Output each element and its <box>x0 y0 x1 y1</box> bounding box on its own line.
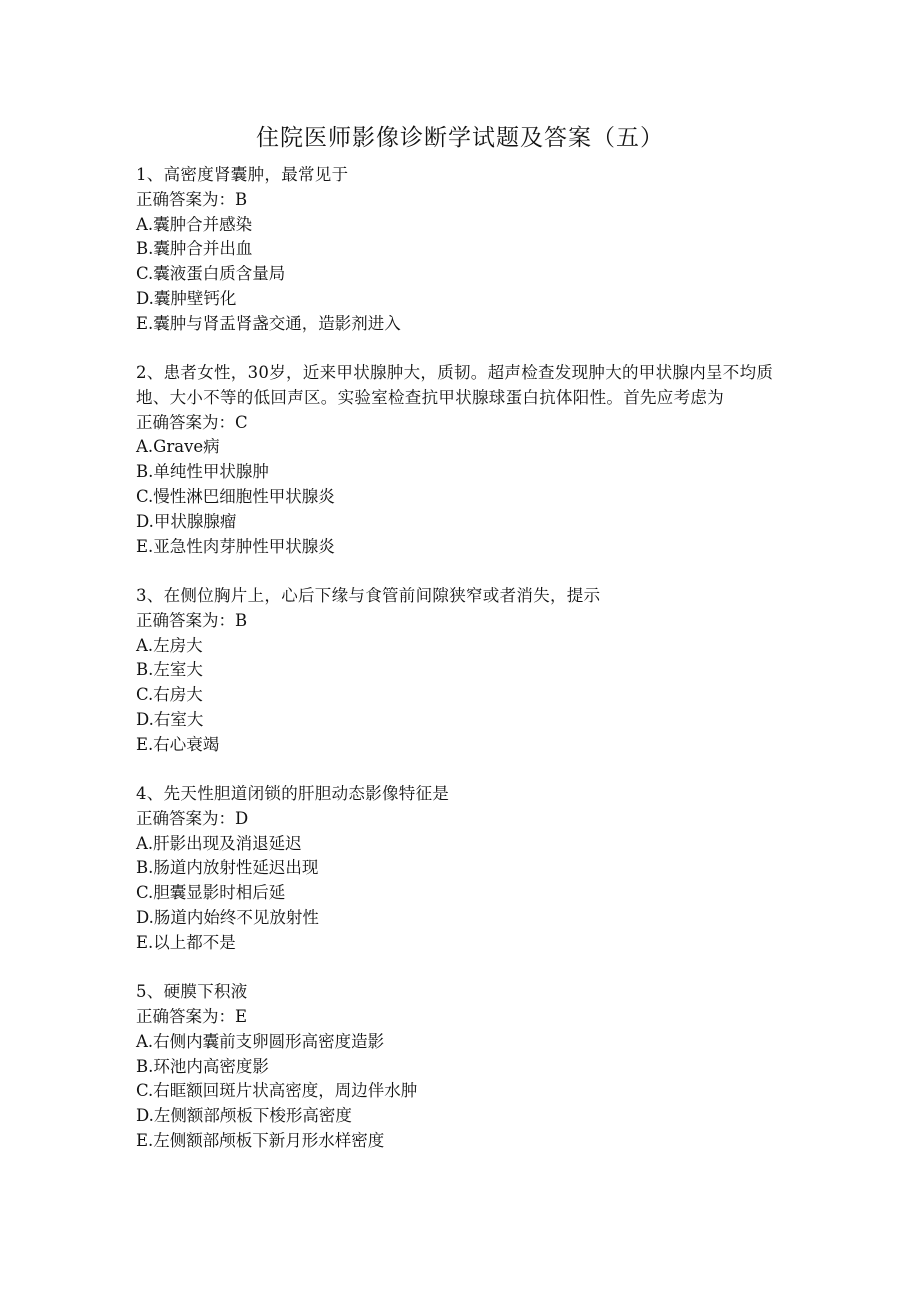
option-e: E.囊肿与肾盂肾盏交通，造影剂进入 <box>136 313 401 333</box>
option-a: A.右侧内囊前支卵圆形高密度造影 <box>136 1031 385 1051</box>
question-3 <box>136 584 796 758</box>
option-c: C.右眶额回斑片状高密度，周边伴水肿 <box>136 1081 418 1101</box>
option-e: E.亚急性肉芽肿性甲状腺炎 <box>136 536 335 556</box>
option-b: B.环池内高密度影 <box>136 1056 269 1076</box>
option-b: B.囊肿合并出血 <box>136 239 253 259</box>
option-d: D.肠道内始终不见放射性 <box>136 908 319 928</box>
option-b: B.单纯性甲状腺肿 <box>136 462 269 482</box>
option-d: D.囊肿壁钙化 <box>136 288 237 308</box>
option-d: D.左侧额部颅板下梭形高密度 <box>136 1106 352 1126</box>
page-title: 住院医师影像诊断学试题及答案（五） <box>256 125 664 151</box>
option-a: A.囊肿合并感染 <box>136 214 253 234</box>
question-stem: 5、硬膜下积液 <box>136 982 248 1002</box>
option-e: E.左侧额部颅板下新月形水样密度 <box>136 1130 385 1150</box>
option-c: C.囊液蛋白质含量局 <box>136 264 286 284</box>
question-stem: 3、在侧位胸片上，心后下缘与食管前间隙狭窄或者消失，提示 <box>136 585 601 605</box>
option-b: B.肠道内放射性延迟出现 <box>136 858 319 878</box>
question-stem: 4、先天性胆道闭锁的肝胆动态影像特征是 <box>136 784 450 804</box>
question-5 <box>136 980 796 1154</box>
question-stem: 2、患者女性，30岁，近来甲状腺肿大，质韧。超声检查发现肿大的甲状腺内呈不均质地、大小不等的低回声区。实验室检查抗甲状腺球蛋白抗体阳性。首先应考虑为 <box>136 363 774 407</box>
correct-answer: 正确答案为：B <box>136 189 248 209</box>
question-4 <box>136 782 796 956</box>
question-list <box>136 163 796 1178</box>
option-d: D.右室大 <box>136 709 204 729</box>
option-b: B.左室大 <box>136 660 203 680</box>
option-c: C.慢性淋巴细胞性甲状腺炎 <box>136 487 335 507</box>
option-d: D.甲状腺腺瘤 <box>136 511 237 531</box>
option-e: E.右心衰竭 <box>136 734 220 754</box>
question-1 <box>136 163 796 337</box>
option-c: C.胆囊显影时相后延 <box>136 883 286 903</box>
correct-answer: 正确答案为：D <box>136 808 249 828</box>
option-e: E.以上都不是 <box>136 932 236 952</box>
correct-answer: 正确答案为：E <box>136 1006 248 1026</box>
option-a: A.左房大 <box>136 635 203 655</box>
question-stem: 1、高密度肾囊肿，最常见于 <box>136 165 349 184</box>
option-c: C.右房大 <box>136 685 203 705</box>
question-2 <box>136 361 796 559</box>
option-a: A.Grave病 <box>136 437 220 457</box>
correct-answer: 正确答案为：B <box>136 610 248 630</box>
option-a: A.肝影出现及消退延迟 <box>136 833 302 853</box>
correct-answer: 正确答案为：C <box>136 412 248 432</box>
